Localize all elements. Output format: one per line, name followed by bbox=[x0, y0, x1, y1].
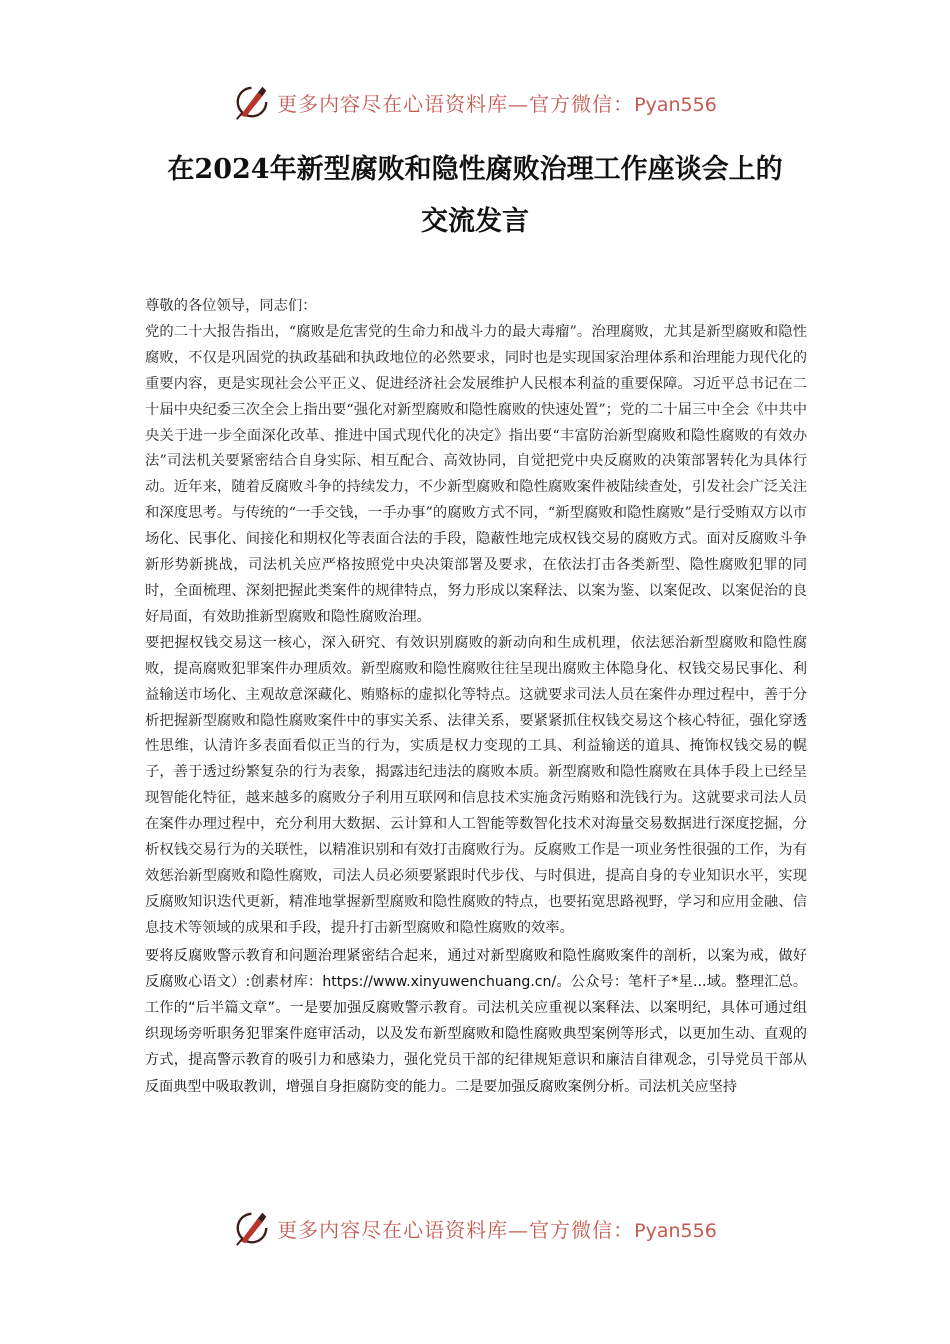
banner-text: 更多内容尽在心语资料库—官方微信：Pyan556 bbox=[277, 91, 717, 116]
wechat-id: Pyan556 bbox=[634, 1219, 717, 1242]
salutation: 尊敬的各位领导，同志们： bbox=[145, 298, 317, 314]
paragraph: 要把握权钱交易这一核心，深入研究、有效识别腐败的新动向和生成机理，依法惩治新型腐败和隐性腐败，提高腐败犯罪案件办理质效。新型腐败和隐性腐败往往呈现出腐败主体隐身化、权钱交易民事化、利益输送市场化、主观故意深藏化、贿赂标的虚拟化等特点。这就要求司法人员在案件办理过程中，善于分析把握新型腐败和隐性腐败案件中的事实关系、法律关系，要紧紧抓住权钱交易这个核心特征，强化穿透性思维，认清许多表面看似正当的行为，实质是权力变现的工具、利益输送的道具、掩饰权钱交易的幌子，善于透过纷繁复杂的行为表象，揭露违纪违法的腐败本质。新型腐败和隐性腐败在具体手段上已经呈现智能化特征，越来越多的腐败分子利用互联网和信息技术实施贪污贿赂和洗钱行为。这就要求司法人员在案件办理过程中，充分利用大数据、云计算和人工智能等数智化技术对海量交易数据进行深度挖掘，分析权钱交易行为的关联性，以精准识别和有效打击腐败行为。反腐败工作是一项业务性很强的工作，为有效惩治新型腐败和隐性腐败，司法人员必须要紧跟时代步伐、与时俱进，提高自身的专业知识水平，实现反腐败知识迭代更新，精准地掌握新型腐败和隐性腐败的特点，也要拓宽思路视野，学习和应用金融、信息技术等领域的成果和手段，提升打击新型腐败和隐性腐败的效率。 bbox=[145, 634, 807, 936]
pen-nib-logo-icon bbox=[233, 83, 271, 121]
document-title bbox=[100, 144, 850, 248]
banner-text: 更多内容尽在心语资料库—官方微信：Pyan556 bbox=[277, 1217, 717, 1242]
paragraph: 党的二十大报告指出，“腐败是危害党的生命力和战斗力的最大毒瘤”。治理腐败，尤其是新型腐败和隐性腐败，不仅是巩固党的执政基础和执政地位的必然要求，同时也是实现国家治理体系和治理能力现代化的重要内容，更是实现社会公平正义、促进经济社会发展维护人民根本利益的重要保障。习近平总书记在二十届中央纪委三次全会上指出要“强化对新型腐败和隐性腐败的快速处置”；党的二十届三中全会《中共中央关于进一步全面深化改革、推进中国式现代化的决定》指出要“丰富防治新型腐败和隐性腐败的有效办法”司法机关要紧密结合自身实际、相互配合、高效协同，自觉把党中央反腐败的决策部署转化为具体行动。近年来，随着反腐败斗争的持续发力，不少新型腐败和隐性腐败案件被陆续查处，引发社会广泛关注和深度思考。与传统的“一手交钱，一手办事”的腐败方式不同，“新型腐败和隐性腐败”是行受贿双方以市场化、民事化、间接化和期权化等表面合法的手段，隐蔽性地完成权钱交易的腐败方式。面对反腐败斗争新形势新挑战，司法机关应严格按照党中央决策部署及要求，在依法打击各类新型、隐性腐败犯罪的同时，全面梳理、深刻把握此类案件的规律特点，努力形成以案释法、以案为鉴、以案促改、以案促治的良好局面，有效助推新型腐败和隐性腐败治理。 bbox=[145, 323, 807, 625]
pen-nib-logo-icon bbox=[233, 1209, 271, 1247]
header-banner bbox=[0, 82, 950, 122]
paragraph-sans: 要将反腐败警示教育和问题治理紧密结合起来，通过对新型腐败和隐性腐败案件的剖析，以案为戒，做好反腐败心语文）:创素材库：https://www.xinyuwenchuang.cn/。公众号：笔杆子*星...域。整理汇总。工作的“后半篇文章”。一是要加强反腐败警示教育。司法机关应重视以案释法、以案明纪，具体可通过组织现场旁听职务犯罪案件庭审活动，以及发布新型腐败和隐性腐败典型案例等形式，以更加生动、直观的方式，提高警示教育的吸引力和感染力，强化党员干部的纪律规矩意识和廉洁自律观念，引导党员干部从反面典型中吸取教训，增强自身拒腐防变的能力。二是要加强反腐败案例分析。司法机关应坚持 bbox=[145, 947, 807, 1095]
document-body bbox=[145, 294, 807, 1100]
footer-banner bbox=[0, 1208, 950, 1248]
title-line-1: 在2024年新型腐败和隐性腐败治理工作座谈会上的 bbox=[167, 154, 783, 185]
wechat-id: Pyan556 bbox=[634, 93, 717, 116]
title-line-2: 交流发言 bbox=[421, 206, 529, 237]
